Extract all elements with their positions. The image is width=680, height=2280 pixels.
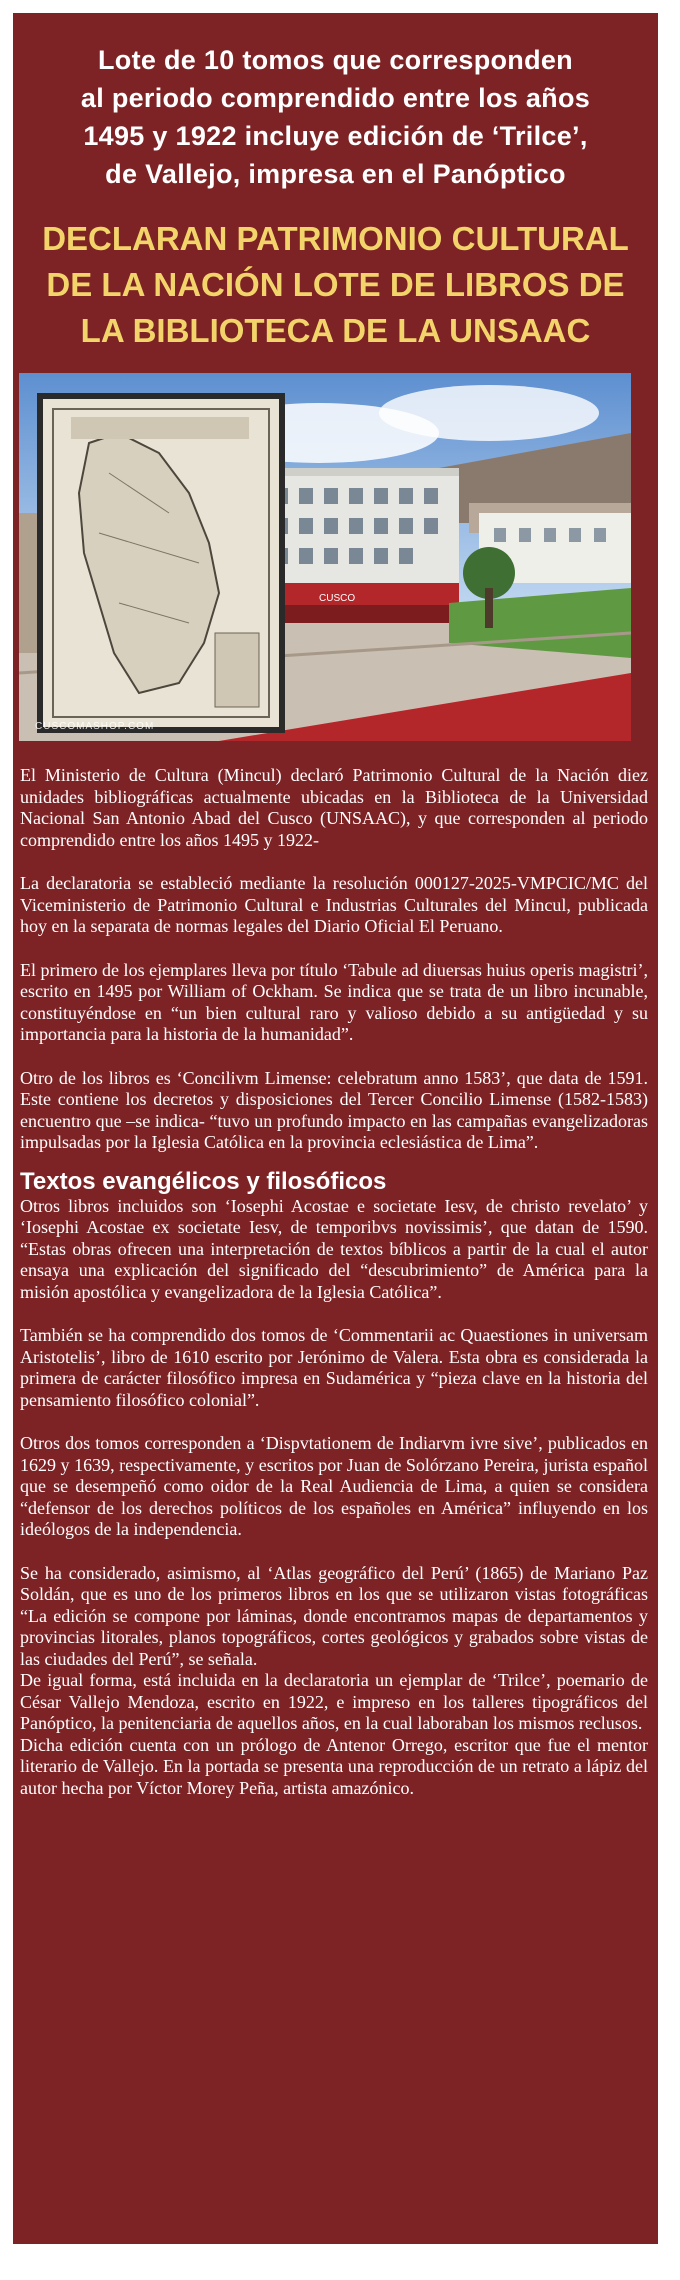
paragraph: De igual forma, está incluida en la declaratoria un ejemplar de ‘Trilce’, poemario de César Vallejo Mendoza, escrito en 1922, e impreso en los talleres tipográficos del Panóptico, la penitenciaria de aquellos años, en la cual laboraban los mismos reclusos. [20,1670,648,1733]
section-subhead: Textos evangélicos y filosóficos [20,1167,387,1195]
building-sign: CUSCO [319,593,356,604]
paragraph: Otro de los libros es ‘Concilivm Limense: celebratum anno 1583’, que data de 1591. Este contiene los decretos y disposiciones del Tercer Concilio Limense (1582-1583) encuentro que –se indica- “tuvo un profundo impacto en las campañas evangelizadoras impulsadas por la Iglesia Católica en la provincia eclesiástica de Lima”. [20,1067,648,1152]
paragraph: Se ha considerado, asimismo, al ‘Atlas geográfico del Perú’ (1865) de Mariano Paz Soldán, que es uno de los primeros libros en los que se utilizaron vistas fotográficas “La edición se compone por láminas, donde encontramos mapas de departamentos y provincias litorales, planos topográficos, cortes geológicos y grabados sobre vistas de las ciudades del Perú”, se señala. [20,1562,648,1669]
headline-line: DE LA NACIÓN LOTE DE LIBROS DE [46,266,625,303]
kicker [23,41,648,193]
paragraph: El primero de los ejemplares lleva por título ‘Tabule ad diuersas huius operis magistri’, escrito en 1495 por William of Ockham. Se indica que se trata de un libro incunable, constituyéndose en “un bien cultural raro y valioso debido a su antigüedad y su importancia para la historia de la humanidad”. [20,959,648,1044]
headline [23,216,648,354]
paragraph: Otros libros incluidos son ‘Iosephi Acostae e societate Iesv, de christo revelato’ y ‘Iosephi Acostae ex societate Iesv, de temporibvs novissimis’, que datan de 1590. “Estas obras ofrecen una interpretación de textos bíblicos a partir de la cual el autor ensaya una explicación del significado del “descubrimiento” de América para la misión apostólica y evangelizadora de la Iglesia Católica”. [20,1195,648,1302]
kicker-line: 1495 y 1922 incluye edición de ‘Trilce’, [83,121,588,151]
photo-credit: CUSCOMASHOP.COM [35,721,155,732]
paragraph: El Ministerio de Cultura (Mincul) declaró Patrimonio Cultural de la Nación diez unidades bibliográficas actualmente ubicadas en la Biblioteca de la Universidad Nacional San Antonio Abad del Cusco (UNSAAC), y que corresponden al periodo comprendido entre los años 1495 y 1922- [20,765,648,850]
paragraph: La declaratoria se estableció mediante la resolución 000127-2025-VMPCIC/MC del Viceministerio de Patrimonio Cultural e Industrias Culturales del Mincul, publicada hoy en la separata de normas legales del Diario Oficial El Peruano. [20,873,648,936]
headline-line: LA BIBLIOTECA DE LA UNSAAC [80,312,591,349]
paragraph: Dicha edición cuenta con un prólogo de Antenor Orrego, escritor que fue el mentor literario de Vallejo. En la portada se presenta una reproducción de un retrato a lápiz del autor hecha por Víctor Morey Peña, artista amazónico. [20,1734,648,1798]
article-photo [19,373,631,741]
paragraph: También se ha comprendido dos tomos de ‘Commentarii ac Quaestiones in universam Aristotelis’, libro de 1610 escrito por Jerónimo de Valera. Esta obra es considerada la primera de carácter filosófico impresa en Sudamérica y “pieza clave en la historia del pensamiento filosófico colonial”. [20,1325,648,1410]
paragraph: Otros dos tomos corresponden a ‘Dispvtationem de Indiarvm ivre sive’, publicados en 1629 y 1639, respectivamente, y escritos por Juan de Solórzano Pereira, jurista español que se desempeñó como oidor de la Real Audiencia de Lima, a quien se considera “defensor de los derechos políticos de los españoles en América” influyendo en los ideólogos de la independencia. [20,1433,648,1539]
kicker-line: Lote de 10 tomos que corresponden [98,45,573,75]
headline-line: DECLARAN PATRIMONIO CULTURAL [42,220,629,257]
article-panel [13,13,658,2244]
kicker-line: al periodo comprendido entre los años [80,83,591,113]
photo-illustration [19,373,631,741]
article-body [20,765,648,1799]
kicker-line: de Vallejo, impresa en el Panóptico [105,159,566,189]
